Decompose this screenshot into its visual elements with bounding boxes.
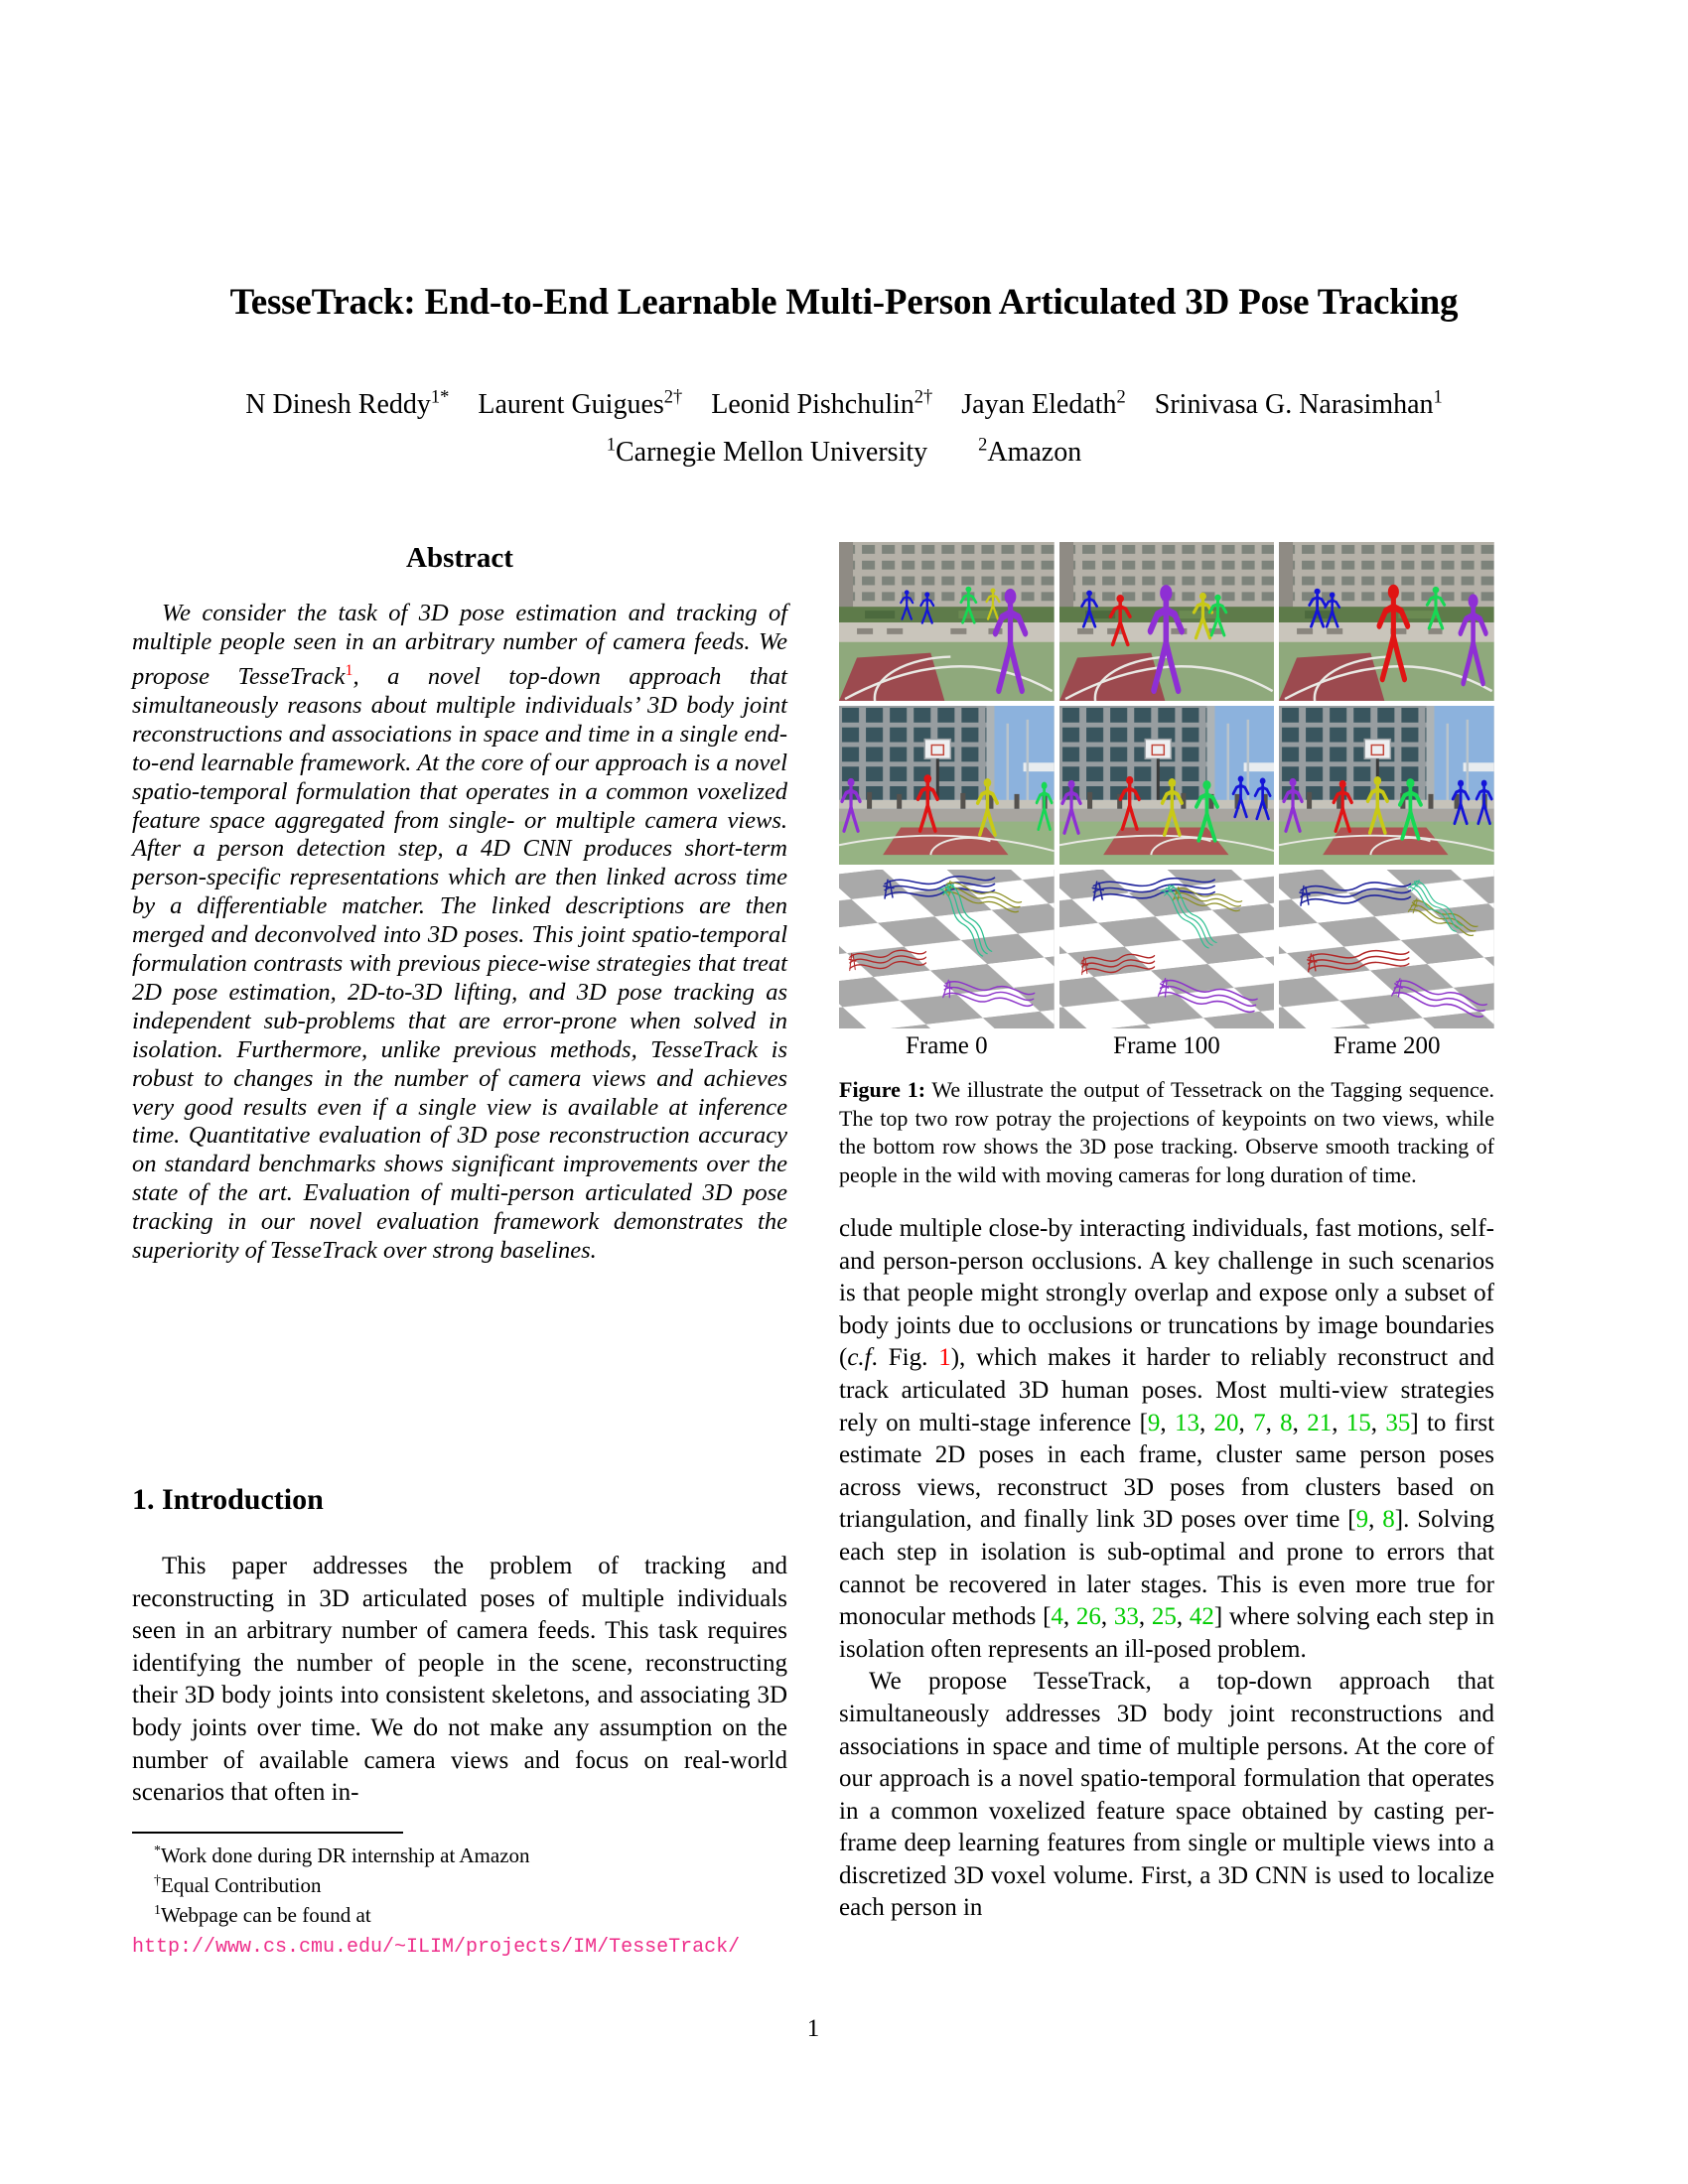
- text-segment: ]. Solving each step in isolation is sub-optimal and prone to errors that cannot be recovered in later stages. This is even more true for monocular methods [: [839, 1506, 1495, 1631]
- figure-frame-labels: [839, 1032, 1494, 1060]
- text-segment: ,: [1292, 1409, 1308, 1436]
- text-segment: ,: [1138, 1603, 1152, 1631]
- text-segment: . Fig.: [871, 1344, 939, 1372]
- frame-label-0: Frame 0: [906, 1032, 988, 1059]
- abstract-text: [132, 600, 787, 1266]
- text-segment: We consider the task of 3D pose estimation and tracking of multiple people seen in an arbitrary number of camera feeds. We propose TesseTrack: [132, 600, 787, 690]
- figure-panel-view1-frame0: [839, 542, 1055, 701]
- footnote-equal: [132, 1870, 787, 1900]
- citation-link[interactable]: 9: [1355, 1506, 1369, 1534]
- citation-link[interactable]: 33: [1113, 1603, 1139, 1631]
- citation-link[interactable]: 7: [1253, 1409, 1266, 1436]
- text-segment: , a novel top-down approach that simultaneously reasons about multiple individuals’ 3D body joint reconstructions and associations in space and time in a single end-to-end learnable framework. At the core of our approach is a novel spatio-temporal formulation that operates in a common voxelized feature space aggregated from single- or multiple camera views. After a person detection step, a 4D CNN produces short-term person-specific representations which are then linked across time by a differentiable matcher. The linked descriptions are then merged and deconvolved into 3D poses. This joint spatio-temporal formulation contrasts with previous piece-wise strategies that treat 2D pose estimation, 2D-to-3D lifting, and 3D pose tracking as independent sub-problems that are error-prone when solved in isolation. Furthermore, unlike previous methods, TesseTrack is robust to changes in the number of camera views and achieves very good results even if a single view is available at inference time. Quantitative evaluation of 3D pose reconstruction accuracy on standard benchmarks shows significant improvements over the state of the art. Evaluation of multi-person articulated 3D pose tracking in our novel evaluation framework demonstrates the superiority of TesseTrack over strong baselines.: [132, 662, 787, 1265]
- figure-panel-3d-frame100: [1059, 870, 1275, 1028]
- text-segment: ), which makes it harder to reliably reconstruct and track articulated 3D human poses. Most multi-view strategies rely on multi-stage inference [: [839, 1344, 1494, 1436]
- affiliation-line: [89, 434, 1599, 469]
- footnote-marker: 1: [154, 1902, 161, 1917]
- figure-panel-3d-frame0: [839, 870, 1055, 1028]
- text-segment: c.f: [847, 1344, 872, 1372]
- introduction-paragraph: This paper addresses the problem of tracking and reconstructing in 3D articulated poses of multiple individuals seen in an arbitrary number of camera feeds. This task requires identifying the number of people in the scene, reconstructing their 3D body joints into consistent skeletons, and associating 3D body joints over time. We do not make any assumption on the number of available camera views and focus on real-world scenarios that often in-: [132, 1553, 787, 1807]
- author-line: [89, 386, 1599, 421]
- text-segment: We illustrate the output of Tessetrack on the Tagging sequence. The top two row potray the projections of keypoints on two views, while the bottom row shows the 3D pose tracking. Observe smooth tracking of people in the wild with moving cameras for long duration of time.: [839, 1077, 1494, 1187]
- footnotes: [132, 1841, 787, 1963]
- citation-link[interactable]: 42: [1189, 1603, 1214, 1631]
- figure-panel-view1-frame100: [1059, 542, 1275, 701]
- footnote-marker: †: [154, 1872, 161, 1887]
- abstract-heading: Abstract: [406, 542, 513, 574]
- text-segment: ,: [1198, 1409, 1214, 1436]
- footnote-text: Work done during DR internship at Amazon: [160, 1843, 530, 1867]
- footnote-text: Equal Contribution: [160, 1873, 322, 1897]
- citation-link[interactable]: 25: [1151, 1603, 1177, 1631]
- footnote-text: Webpage can be found at: [160, 1903, 371, 1927]
- frame-label-100: Frame 100: [1113, 1032, 1220, 1059]
- affil-name: Carnegie Mellon University: [615, 437, 928, 468]
- figure-panel-view1-frame200: [1279, 542, 1494, 701]
- figure-1: [839, 542, 1494, 1028]
- text-segment: ,: [1176, 1603, 1190, 1631]
- author-affil-mark: 2†: [663, 386, 683, 407]
- citation-link[interactable]: 13: [1174, 1409, 1199, 1436]
- text-segment: Figure 1:: [839, 1077, 926, 1102]
- author-name: Srinivasa G. Narasimhan: [1154, 389, 1434, 420]
- page-number: 1: [806, 2015, 820, 2042]
- text-segment: ,: [1238, 1409, 1254, 1436]
- affiliation-1: [606, 434, 928, 468]
- text-segment: ,: [1100, 1603, 1114, 1631]
- text-segment: ,: [1160, 1409, 1175, 1436]
- paper-title: TesseTrack: End-to-End Learnable Multi-Person Articulated 3D Pose Tracking: [229, 282, 1459, 323]
- text-segment: ,: [1062, 1603, 1076, 1631]
- frame-label-200: Frame 200: [1333, 1032, 1441, 1059]
- affil-mark: 1: [606, 434, 616, 455]
- affiliation-2: [978, 434, 1082, 468]
- figure-panel-view2-frame0: [839, 706, 1055, 865]
- citation-link[interactable]: 8: [1280, 1409, 1293, 1436]
- citation-link[interactable]: 26: [1075, 1603, 1101, 1631]
- footnote-webpage: [132, 1900, 787, 1963]
- section-heading-introduction: 1. Introduction: [132, 1483, 324, 1516]
- citation-link[interactable]: 20: [1213, 1409, 1239, 1436]
- citation-link[interactable]: 21: [1307, 1409, 1333, 1436]
- text-segment: ,: [1368, 1506, 1383, 1534]
- figure-ref[interactable]: 1: [938, 1344, 951, 1372]
- citation-link[interactable]: 4: [1051, 1603, 1063, 1631]
- text-segment: clude multiple close-by interacting individuals, fast motions, self- and person-person occlusions. A key challenge in such scenarios is that people might strongly overlap and expose only a subset of body joints due to occlusions or truncations by image boundaries (: [839, 1215, 1494, 1372]
- project-webpage-link[interactable]: http://www.cs.cmu.edu/~ILIM/projects/IM/TesseTrack/: [132, 1936, 741, 1959]
- author-2: [478, 386, 683, 420]
- footnote-ref[interactable]: 1: [345, 661, 353, 679]
- text-segment: ] to first estimate 2D poses in each frame, cluster same person poses across views, reconstruct 3D poses from clusters based on triangulation, and finally link 3D poses over time [: [839, 1409, 1495, 1534]
- body-paragraph-2: [839, 1666, 1494, 1925]
- author-affil-mark: 1*: [430, 386, 450, 407]
- figure-panel-view2-frame200: [1279, 706, 1494, 865]
- author-5: [1154, 386, 1443, 420]
- author-3: [711, 386, 933, 420]
- affil-name: Amazon: [987, 437, 1082, 468]
- text-segment: ,: [1370, 1409, 1386, 1436]
- footnote-marker: *: [154, 1843, 161, 1857]
- right-column-body: [839, 1213, 1494, 1925]
- author-affil-mark: 2†: [914, 386, 933, 407]
- text-segment: ,: [1332, 1409, 1346, 1436]
- author-name: Jayan Eledath: [961, 389, 1117, 420]
- figure-caption: [839, 1076, 1494, 1189]
- affil-mark: 2: [978, 434, 988, 455]
- figure-panel-3d-frame200: [1279, 870, 1494, 1028]
- citation-link[interactable]: 9: [1147, 1409, 1161, 1436]
- author-4: [961, 386, 1126, 420]
- author-affil-mark: 1: [1433, 386, 1443, 407]
- author-name: N Dinesh Reddy: [245, 389, 431, 420]
- author-name: Laurent Guigues: [478, 389, 664, 420]
- text-segment: ] where solving each step in isolation often represents an ill-posed problem.: [839, 1603, 1495, 1663]
- citation-link[interactable]: 35: [1385, 1409, 1411, 1436]
- author-1: [245, 386, 450, 420]
- text-segment: We propose TesseTrack, a top-down approach that simultaneously addresses 3D body joint reconstructions and associations in space and time of multiple persons. At the core of our approach is a novel spatio-temporal formulation that operates in a common voxelized feature space obtained by casting per-frame deep learning features from single or multiple views into a discretized 3D voxel volume. First, a 3D CNN is used to localize each person in: [839, 1668, 1494, 1922]
- body-paragraph-1: [839, 1213, 1494, 1666]
- citation-link[interactable]: 8: [1382, 1506, 1395, 1534]
- author-name: Leonid Pishchulin: [711, 389, 914, 420]
- footnote-rule: [132, 1832, 403, 1834]
- figure-panel-view2-frame100: [1059, 706, 1275, 865]
- author-affil-mark: 2: [1116, 386, 1126, 407]
- text-segment: ,: [1265, 1409, 1281, 1436]
- footnote-work: [132, 1841, 787, 1870]
- citation-link[interactable]: 15: [1345, 1409, 1371, 1436]
